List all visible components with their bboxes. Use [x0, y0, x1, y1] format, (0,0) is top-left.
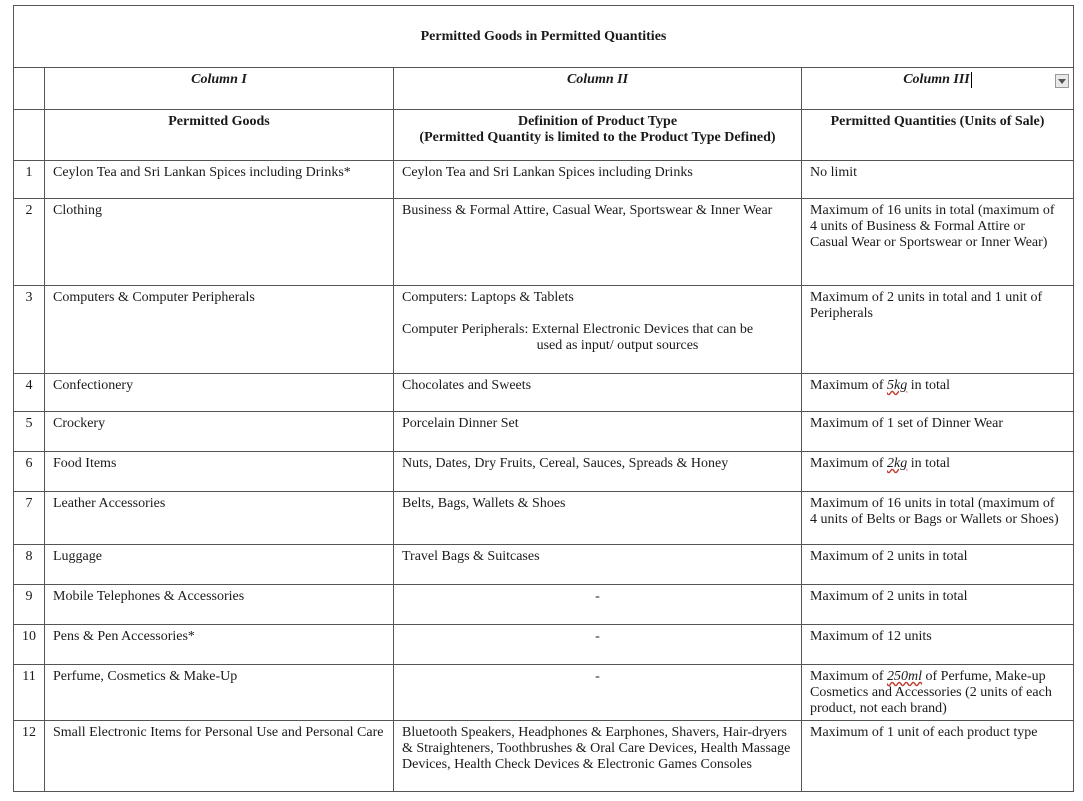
definition-cell: Belts, Bags, Wallets & Shoes — [394, 492, 802, 545]
goods-cell: Mobile Telephones & Accessories — [45, 585, 394, 625]
table-row — [14, 412, 1074, 452]
row-number: 3 — [14, 286, 45, 374]
row-number: 2 — [14, 199, 45, 286]
row-number: 7 — [14, 492, 45, 545]
definition-line: used as input/ output sources — [536, 338, 699, 353]
column-label-1: Column I — [45, 68, 394, 110]
table-row — [14, 721, 1074, 792]
quantity-cell: Maximum of 12 units — [802, 625, 1074, 665]
quantity-cell: Maximum of 1 set of Dinner Wear — [802, 412, 1074, 452]
row-number: 6 — [14, 452, 45, 492]
row-number: 10 — [14, 625, 45, 665]
quantity-cell: Maximum of 1 unit of each product type — [802, 721, 1074, 792]
definition-cell: Nuts, Dates, Dry Fruits, Cereal, Sauces, Spreads & Honey — [394, 452, 802, 492]
row-number: 4 — [14, 374, 45, 412]
definition-line: Computer Peripherals: External Electronic Devices that can be — [402, 322, 754, 337]
header-definition-line1: Definition of Product Type — [517, 114, 678, 129]
quantity-text: Maximum of — [810, 456, 887, 471]
quantity-text: Maximum of — [810, 378, 887, 393]
quantity-cell: No limit — [802, 161, 1074, 199]
dropdown-arrow-icon[interactable] — [1055, 74, 1069, 88]
header-quantities: Permitted Quantities (Units of Sale) — [802, 110, 1074, 161]
definition-cell: Travel Bags & Suitcases — [394, 545, 802, 585]
goods-cell: Crockery — [45, 412, 394, 452]
definition-cell: - — [394, 585, 802, 625]
row-number: 12 — [14, 721, 45, 792]
table-row — [14, 286, 1074, 374]
header-definition-line2: (Permitted Quantity is limited to the Product Type Defined) — [419, 130, 776, 145]
definition-cell: Chocolates and Sweets — [394, 374, 802, 412]
empty-header-cell — [14, 68, 45, 110]
empty-header-cell — [14, 110, 45, 161]
row-number: 5 — [14, 412, 45, 452]
spellcheck-word[interactable]: 250ml — [887, 669, 922, 684]
permitted-goods-table — [13, 5, 1074, 792]
quantity-cell: Maximum of 2 units in total — [802, 585, 1074, 625]
goods-cell: Leather Accessories — [45, 492, 394, 545]
quantity-cell — [802, 452, 1074, 492]
spellcheck-word[interactable]: 5kg — [887, 378, 908, 393]
table-row — [14, 545, 1074, 585]
quantity-text: in total — [907, 456, 950, 471]
header-permitted-goods: Permitted Goods — [45, 110, 394, 161]
table-row — [14, 374, 1074, 412]
goods-cell: Small Electronic Items for Personal Use and Personal Care — [45, 721, 394, 792]
goods-cell: Food Items — [45, 452, 394, 492]
quantity-cell: Maximum of 16 units in total (maximum of 4 units of Belts or Bags or Wallets or Shoes) — [802, 492, 1074, 545]
column-label-3: Column III — [903, 72, 970, 88]
table-row — [14, 585, 1074, 625]
definition-cell: Business & Formal Attire, Casual Wear, Sportswear & Inner Wear — [394, 199, 802, 286]
table-title: Permitted Goods in Permitted Quantities — [14, 6, 1074, 68]
definition-cell — [394, 286, 802, 374]
definition-cell: Porcelain Dinner Set — [394, 412, 802, 452]
table-row — [14, 625, 1074, 665]
quantity-text: of Perfume, Make-up Cosmetics and Accessories (2 units of each product, not each brand) — [810, 669, 1052, 716]
spellcheck-word[interactable]: 2kg — [887, 456, 908, 471]
quantity-text: Maximum of — [810, 669, 887, 684]
definition-cell: - — [394, 665, 802, 721]
text-cursor — [971, 72, 972, 88]
quantity-text: in total — [907, 378, 950, 393]
definition-cell: Ceylon Tea and Sri Lankan Spices including Drinks — [394, 161, 802, 199]
quantity-cell: Maximum of 16 units in total (maximum of 4 units of Business & Formal Attire or Casual Wear or Sportswear or Inner Wear) — [802, 199, 1074, 286]
table-row — [14, 161, 1074, 199]
quantity-cell — [802, 374, 1074, 412]
row-number: 9 — [14, 585, 45, 625]
definition-cell: Bluetooth Speakers, Headphones & Earphones, Shavers, Hair-dryers & Straighteners, Toothbrushes & Oral Care Devices, Health Massage Devices, Health Check Devices & Electronic Games Consoles — [394, 721, 802, 792]
column-label-3-cell[interactable] — [802, 68, 1074, 110]
table-row — [14, 452, 1074, 492]
row-number: 8 — [14, 545, 45, 585]
column-label-2: Column II — [394, 68, 802, 110]
goods-cell: Clothing — [45, 199, 394, 286]
goods-cell: Computers & Computer Peripherals — [45, 286, 394, 374]
goods-cell: Ceylon Tea and Sri Lankan Spices including Drinks* — [45, 161, 394, 199]
goods-cell: Confectionery — [45, 374, 394, 412]
definition-line: Computers: Laptops & Tablets — [402, 290, 574, 305]
goods-cell: Pens & Pen Accessories* — [45, 625, 394, 665]
row-number: 1 — [14, 161, 45, 199]
goods-cell: Perfume, Cosmetics & Make-Up — [45, 665, 394, 721]
header-definition — [394, 110, 802, 161]
table-row — [14, 665, 1074, 721]
table-row — [14, 199, 1074, 286]
definition-cell: - — [394, 625, 802, 665]
row-number: 11 — [14, 665, 45, 721]
quantity-cell: Maximum of 2 units in total — [802, 545, 1074, 585]
quantity-cell: Maximum of 2 units in total and 1 unit of Peripherals — [802, 286, 1074, 374]
table-row — [14, 492, 1074, 545]
quantity-cell — [802, 665, 1074, 721]
goods-cell: Luggage — [45, 545, 394, 585]
